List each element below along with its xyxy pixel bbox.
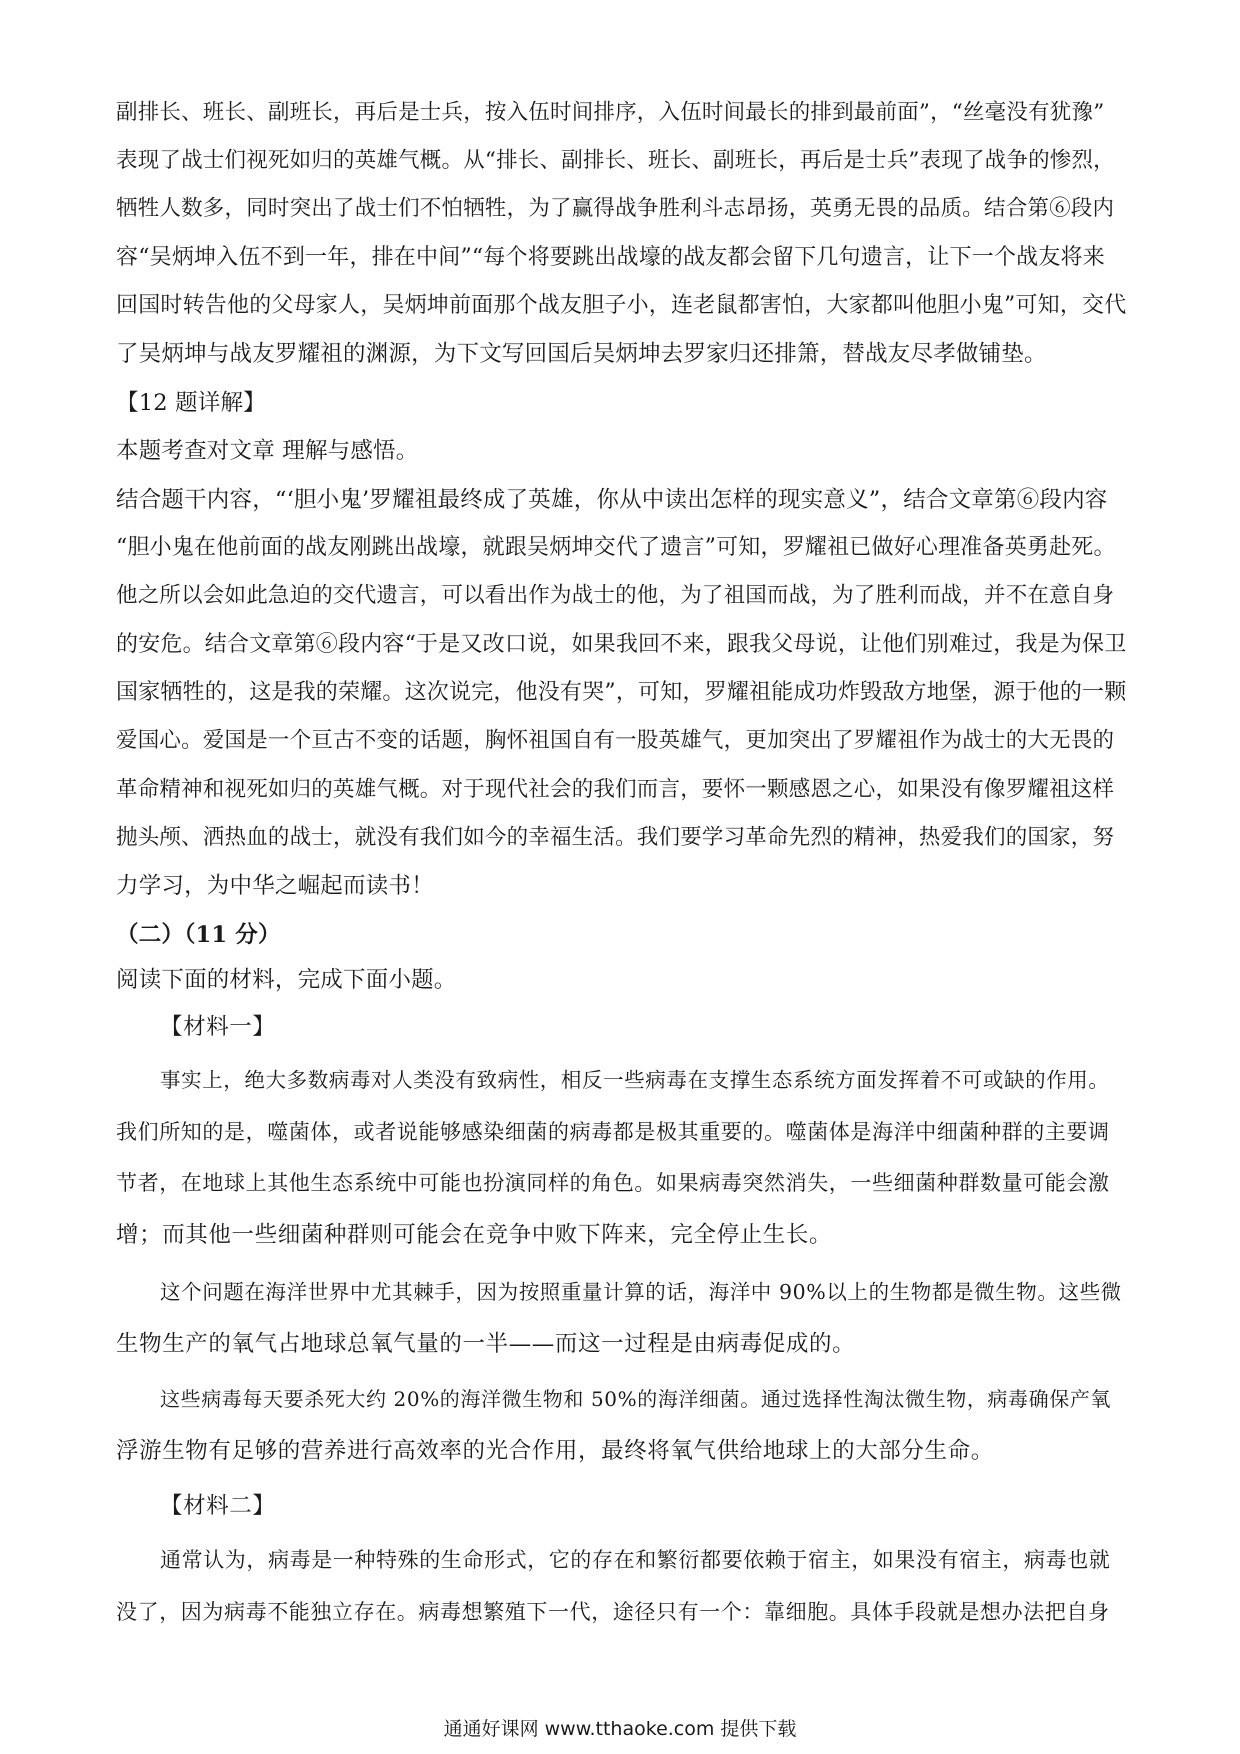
material1-line: 增；而其他一些细菌种群则可能会在竞争中败下阵来，完全停止生长。 (116, 1222, 833, 1248)
material1-heading: 【材料一】 (160, 1014, 276, 1040)
answer11-line: 回国时转告他的父母家人，吴炳坤前面那个战友胆子小，连老鼠都害怕，大家都叫他胆小鬼”可知，交代 (116, 293, 1127, 318)
material1-line: 我们所知的是，噬菌体，或者说能够感染细菌的病毒都是极其重要的。噬菌体是海洋中细菌种群的主要调 (116, 1120, 1110, 1144)
material1-line: 这个问题在海洋世界中尤其棘手，因为按照重量计算的话，海洋中 90%以上的生物都是微生物。这些微 (160, 1280, 1122, 1304)
answer11-line: 副排长、班长、副班长，再后是士兵，按入伍时间排序，入伍时间最长的排到最前面”，“丝毫没有犹豫” (116, 100, 1105, 125)
material2-line: 通常认为，病毒是一种特殊的生命形式，它的存在和繁衍都要依赖于宿主，如果没有宿主，病毒也就 (160, 1548, 1111, 1572)
q12-line: 他之所以会如此急迫的交代遗言，可以看出作为战士的他，为了祖国而战，为了胜利而战，并不在意自身 (116, 583, 1115, 608)
q12-line: 革命精神和视死如归的英雄气概。对于现代社会的我们而言，要怀一颗感恩之心，如果没有像罗耀祖这样 (116, 777, 1115, 802)
material1-line: 浮游生物有足够的营养进行高效率的光合作用，最终将氧气供给地球上的大部分生命。 (116, 1438, 994, 1464)
material1-line: 这些病毒每天要杀死大约 20%的海洋微生物和 50%的海洋细菌。通过选择性淘汰微生物，病毒确保产氧 (160, 1387, 1112, 1411)
q12-line: 抛头颅、洒热血的战士，就没有我们如今的幸福生活。我们要学习革命先烈的精神，热爱我们的国家，努 (116, 825, 1115, 850)
answer11-line: 牺牲人数多，同时突出了战士们不怕牺牲，为了赢得战争胜利斗志昂扬，英勇无畏的品质。结合第⑥段内 (116, 196, 1115, 221)
section2-instruction: 阅读下面的材料，完成下面小题。 (116, 967, 457, 993)
page-footer: 通通好课网 www.tthaoke.com 提供下载 (443, 1718, 797, 1740)
q12-line: 爱国心。爱国是一个亘古不变的话题，胸怀祖国自有一股英雄气，更加突出了罗耀祖作为战士的大无畏的 (116, 728, 1115, 753)
q12-line: 的安危。结合文章第⑥段内容“于是又改口说，如果我回不来，跟我父母说，让他们别难过，我是为保卫 (116, 632, 1127, 657)
answer11-line: 容“吴炳坤入伍不到一年，排在中间”“每个将要跳出战壕的战友都会留下几句遗言，让下一个战友将来 (116, 245, 1105, 270)
q12-line: 结合题干内容，“‘胆小鬼’罗耀祖最终成了英雄，你从中读出怎样的现实意义”，结合文章第⑥段内容 (116, 487, 1108, 513)
q12-heading: 【12 题详解】 (116, 390, 266, 416)
answer11-line: 表现了战士们视死如归的英雄气概。从“排长、副排长、班长、副班长，再后是士兵”表现了战争的惨烈， (116, 148, 1115, 173)
material1-line: 节者，在地球上其他生态系统中可能也扮演同样的角色。如果病毒突然消失，一些细菌种群数量可能会激 (116, 1171, 1110, 1195)
q12-line: 国家牺牲的，这是我的荣耀。这次说完，他没有哭”，可知，罗耀祖能成功炸毁敌方地堡，源于他的一颗 (116, 680, 1127, 705)
q12-line: “胆小鬼在他前面的战友刚跳出战壕，就跟吴炳坤交代了遗言”可知，罗耀祖已做好心理准备英勇赴死。 (116, 535, 1116, 560)
material2-line: 没了，因为病毒不能独立存在。病毒想繁殖下一代，途径只有一个：靠细胞。具体手段就是想办法把自身 (116, 1600, 1110, 1624)
material1-line: 生物生产的氧气占地球总氧气量的一半——而这一过程是由病毒促成的。 (116, 1331, 856, 1357)
q12-intro: 本题考查对文章 理解与感悟。 (116, 438, 419, 464)
section2-heading: （二）（11 分） (116, 922, 281, 948)
q12-line: 力学习，为中华之崛起而读书！ (116, 873, 434, 899)
answer11-line: 了吴炳坤与战友罗耀祖的渊源，为下文写回国后吴炳坤去罗家归还排箫，替战友尽孝做铺垫。 (116, 341, 1047, 367)
material2-heading: 【材料二】 (160, 1493, 276, 1519)
material1-line: 事实上，绝大多数病毒对人类没有致病性，相反一些病毒在支撑生态系统方面发挥着不可或缺的作用。 (160, 1068, 1110, 1092)
